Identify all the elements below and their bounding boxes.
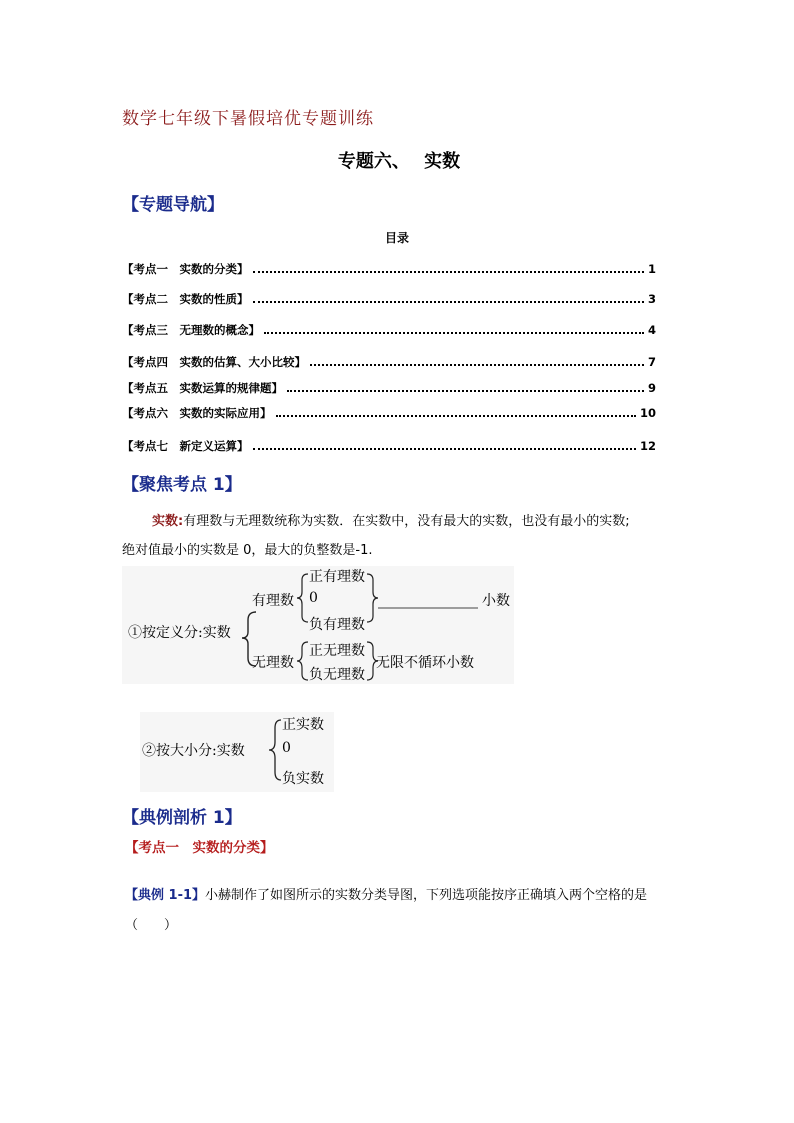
positive-rational-label: 正有理数 bbox=[309, 569, 365, 585]
section-navigation: 【专题导航】 bbox=[122, 195, 224, 215]
diagram-root-label: ①按定义分:实数 bbox=[128, 625, 231, 641]
toc-item-label: 【考点一 实数的分类】 bbox=[122, 262, 249, 276]
page-title bbox=[0, 147, 794, 173]
classification-diagram-by-definition bbox=[122, 566, 514, 684]
rational-right-brace-icon bbox=[367, 574, 378, 622]
irrational-brace-icon bbox=[297, 642, 308, 680]
definition-line-1 bbox=[152, 510, 630, 529]
toc-item-label: 【考点六 实数的实际应用】 bbox=[122, 406, 272, 420]
example-label: 【典例 1-1】 bbox=[125, 888, 206, 903]
toc-leader-dots bbox=[276, 414, 636, 417]
rational-label: 有理数 bbox=[252, 593, 294, 609]
toc-item-page: 3 bbox=[647, 292, 656, 306]
toc-item-label: 【考点二 实数的性质】 bbox=[122, 292, 249, 306]
toc-leader-dots bbox=[253, 300, 644, 303]
toc-item-page: 9 bbox=[647, 381, 656, 395]
negative-rational-label: 负有理数 bbox=[309, 617, 365, 633]
definition-keyword: 实数: bbox=[152, 514, 184, 529]
toc-item-label: 【考点五 实数运算的规律题】 bbox=[122, 381, 283, 395]
toc-item-page: 1 bbox=[647, 262, 656, 276]
toc-leader-dots bbox=[253, 270, 644, 273]
positive-irrational-label: 正无理数 bbox=[309, 643, 365, 659]
definition-text: 有理数与无理数统称为实数．在实数中，没有最大的实数，也没有最小的实数; bbox=[183, 514, 630, 529]
classification-diagram-by-size bbox=[140, 712, 334, 792]
irrational-label: 无理数 bbox=[252, 655, 294, 671]
toc-item[interactable] bbox=[122, 322, 656, 338]
toc-leader-dots bbox=[287, 389, 644, 392]
example-question bbox=[125, 884, 647, 903]
example-text: 小赫制作了如图所示的实数分类导图，下列选项能按序正确填入两个空格的是 bbox=[205, 888, 648, 903]
section-focus: 【聚焦考点 1】 bbox=[122, 475, 242, 495]
toc-item[interactable] bbox=[122, 380, 656, 396]
toc-item[interactable] bbox=[122, 405, 656, 421]
blank-suffix-label: 小数 bbox=[482, 593, 510, 609]
negative-irrational-label: 负无理数 bbox=[309, 667, 365, 683]
toc-item[interactable] bbox=[122, 438, 656, 454]
series-title: 数学七年级下暑假培优专题训练 bbox=[122, 109, 374, 129]
toc-heading: 目录 bbox=[384, 231, 409, 245]
diagram2-root-label: ②按大小分:实数 bbox=[142, 743, 245, 759]
toc-leader-dots bbox=[264, 331, 644, 334]
rational-brace-icon bbox=[297, 574, 308, 622]
toc-item[interactable] bbox=[122, 354, 656, 370]
toc-item-page: 12 bbox=[639, 439, 656, 453]
toc-leader-dots bbox=[310, 363, 644, 366]
zero-label: 0 bbox=[282, 740, 291, 756]
toc-item-page: 10 bbox=[639, 406, 656, 420]
section-example-analysis: 【典例剖析 1】 bbox=[122, 808, 242, 828]
toc-item-label: 【考点三 无理数的概念】 bbox=[122, 323, 260, 337]
toc-item[interactable] bbox=[122, 261, 656, 277]
toc-leader-dots bbox=[253, 447, 636, 450]
toc-item[interactable] bbox=[122, 291, 656, 307]
zero-label: 0 bbox=[309, 590, 318, 606]
topic-number: 专题六、 bbox=[337, 151, 410, 172]
irrational-note-label: 无限不循环小数 bbox=[376, 655, 474, 671]
toc-item-page: 4 bbox=[647, 323, 656, 337]
negative-real-label: 负实数 bbox=[282, 771, 324, 787]
toc-item-page: 7 bbox=[647, 355, 656, 369]
toc-item-label: 【考点四 实数的估算、大小比较】 bbox=[122, 355, 306, 369]
answer-parentheses: （ ） bbox=[125, 918, 178, 933]
example-kaodian-heading: 【考点一 实数的分类】 bbox=[125, 840, 274, 856]
positive-real-label: 正实数 bbox=[282, 717, 324, 733]
definition-line-2: 绝对值最小的实数是 0，最大的负整数是-1. bbox=[122, 543, 373, 558]
toc-item-label: 【考点七 新定义运算】 bbox=[122, 439, 249, 453]
topic-name: 实数 bbox=[424, 151, 461, 172]
size-brace-icon bbox=[269, 720, 281, 780]
